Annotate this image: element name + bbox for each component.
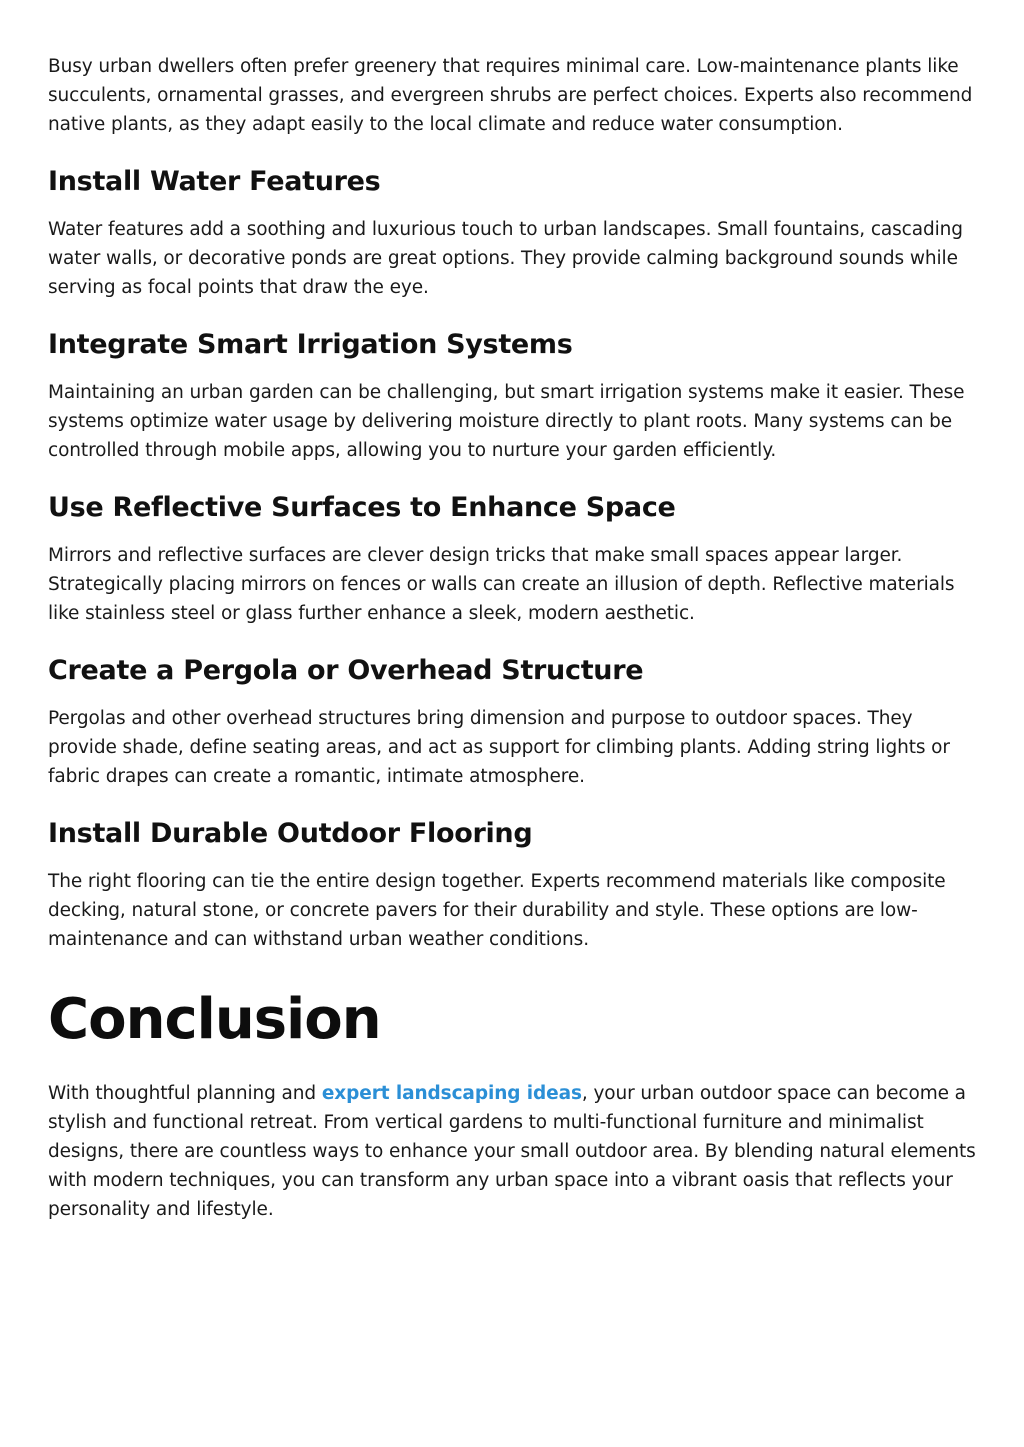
conclusion-section	[48, 987, 980, 1224]
conclusion-text-end: , your urban outdoor space can become a stylish and functional retreat. From vertical gardens to multi-functional furniture and minimalist designs, there are countless ways to enhance your small outdoor area. By blending natural elements with modern techniques, you can transform any urban space into a vibrant oasis that reflects your personality and lifestyle.	[48, 1083, 976, 1220]
section-paragraph: Mirrors and reflective surfaces are clever design tricks that make small spaces appear larger. Strategically placing mirrors on fences or walls can create an illusion of depth. Reflective materials like stainless steel or glass further enhance a sleek, modern aesthetic.	[48, 545, 955, 624]
conclusion-paragraph	[48, 1079, 980, 1224]
section-paragraph: Pergolas and other overhead structures bring dimension and purpose to outdoor spaces. They provide shade, define seating areas, and act as support for climbing plants. Adding string lights or fabric drapes can create a romantic, intimate atmosphere.	[48, 708, 950, 787]
section-paragraph: Water features add a soothing and luxurious touch to urban landscapes. Small fountains, cascading water walls, or decorative ponds are great options. They provide calming background sounds while serving as focal points that draw the eye.	[48, 219, 963, 298]
section-paragraph: The right flooring can tie the entire design together. Experts recommend materials like composite decking, natural stone, or concrete pavers for their durability and style. These options are low-maintenance and can withstand urban weather conditions.	[48, 871, 946, 950]
conclusion-text-start: With thoughtful planning and	[48, 1083, 322, 1104]
section-outdoor-flooring	[48, 817, 980, 954]
conclusion-heading: Conclusion	[48, 987, 381, 1052]
intro-paragraph: Busy urban dwellers often prefer greenery that requires minimal care. Low-maintenance plants like succulents, ornamental grasses, and evergreen shrubs are perfect choices. Experts also recommend native plants, as they adapt easily to the local climate and reduce water consumption.	[48, 56, 973, 135]
expert-landscaping-ideas-link[interactable]: expert landscaping ideas	[321, 1083, 582, 1104]
section-smart-irrigation	[48, 328, 980, 465]
section-pergola	[48, 654, 980, 791]
section-heading: Use Reflective Surfaces to Enhance Space	[48, 492, 676, 523]
section-water-features	[48, 165, 980, 302]
section-heading: Integrate Smart Irrigation Systems	[48, 329, 573, 360]
section-heading: Install Durable Outdoor Flooring	[48, 818, 533, 849]
section-heading: Create a Pergola or Overhead Structure	[48, 655, 644, 686]
section-paragraph: Maintaining an urban garden can be challenging, but smart irrigation systems make it easier. These systems optimize water usage by delivering moisture directly to plant roots. Many systems can be controlled through mobile apps, allowing you to nurture your garden efficiently.	[48, 382, 965, 461]
section-heading: Install Water Features	[48, 166, 381, 197]
article-page	[48, 52, 980, 1224]
section-reflective-surfaces	[48, 491, 980, 628]
